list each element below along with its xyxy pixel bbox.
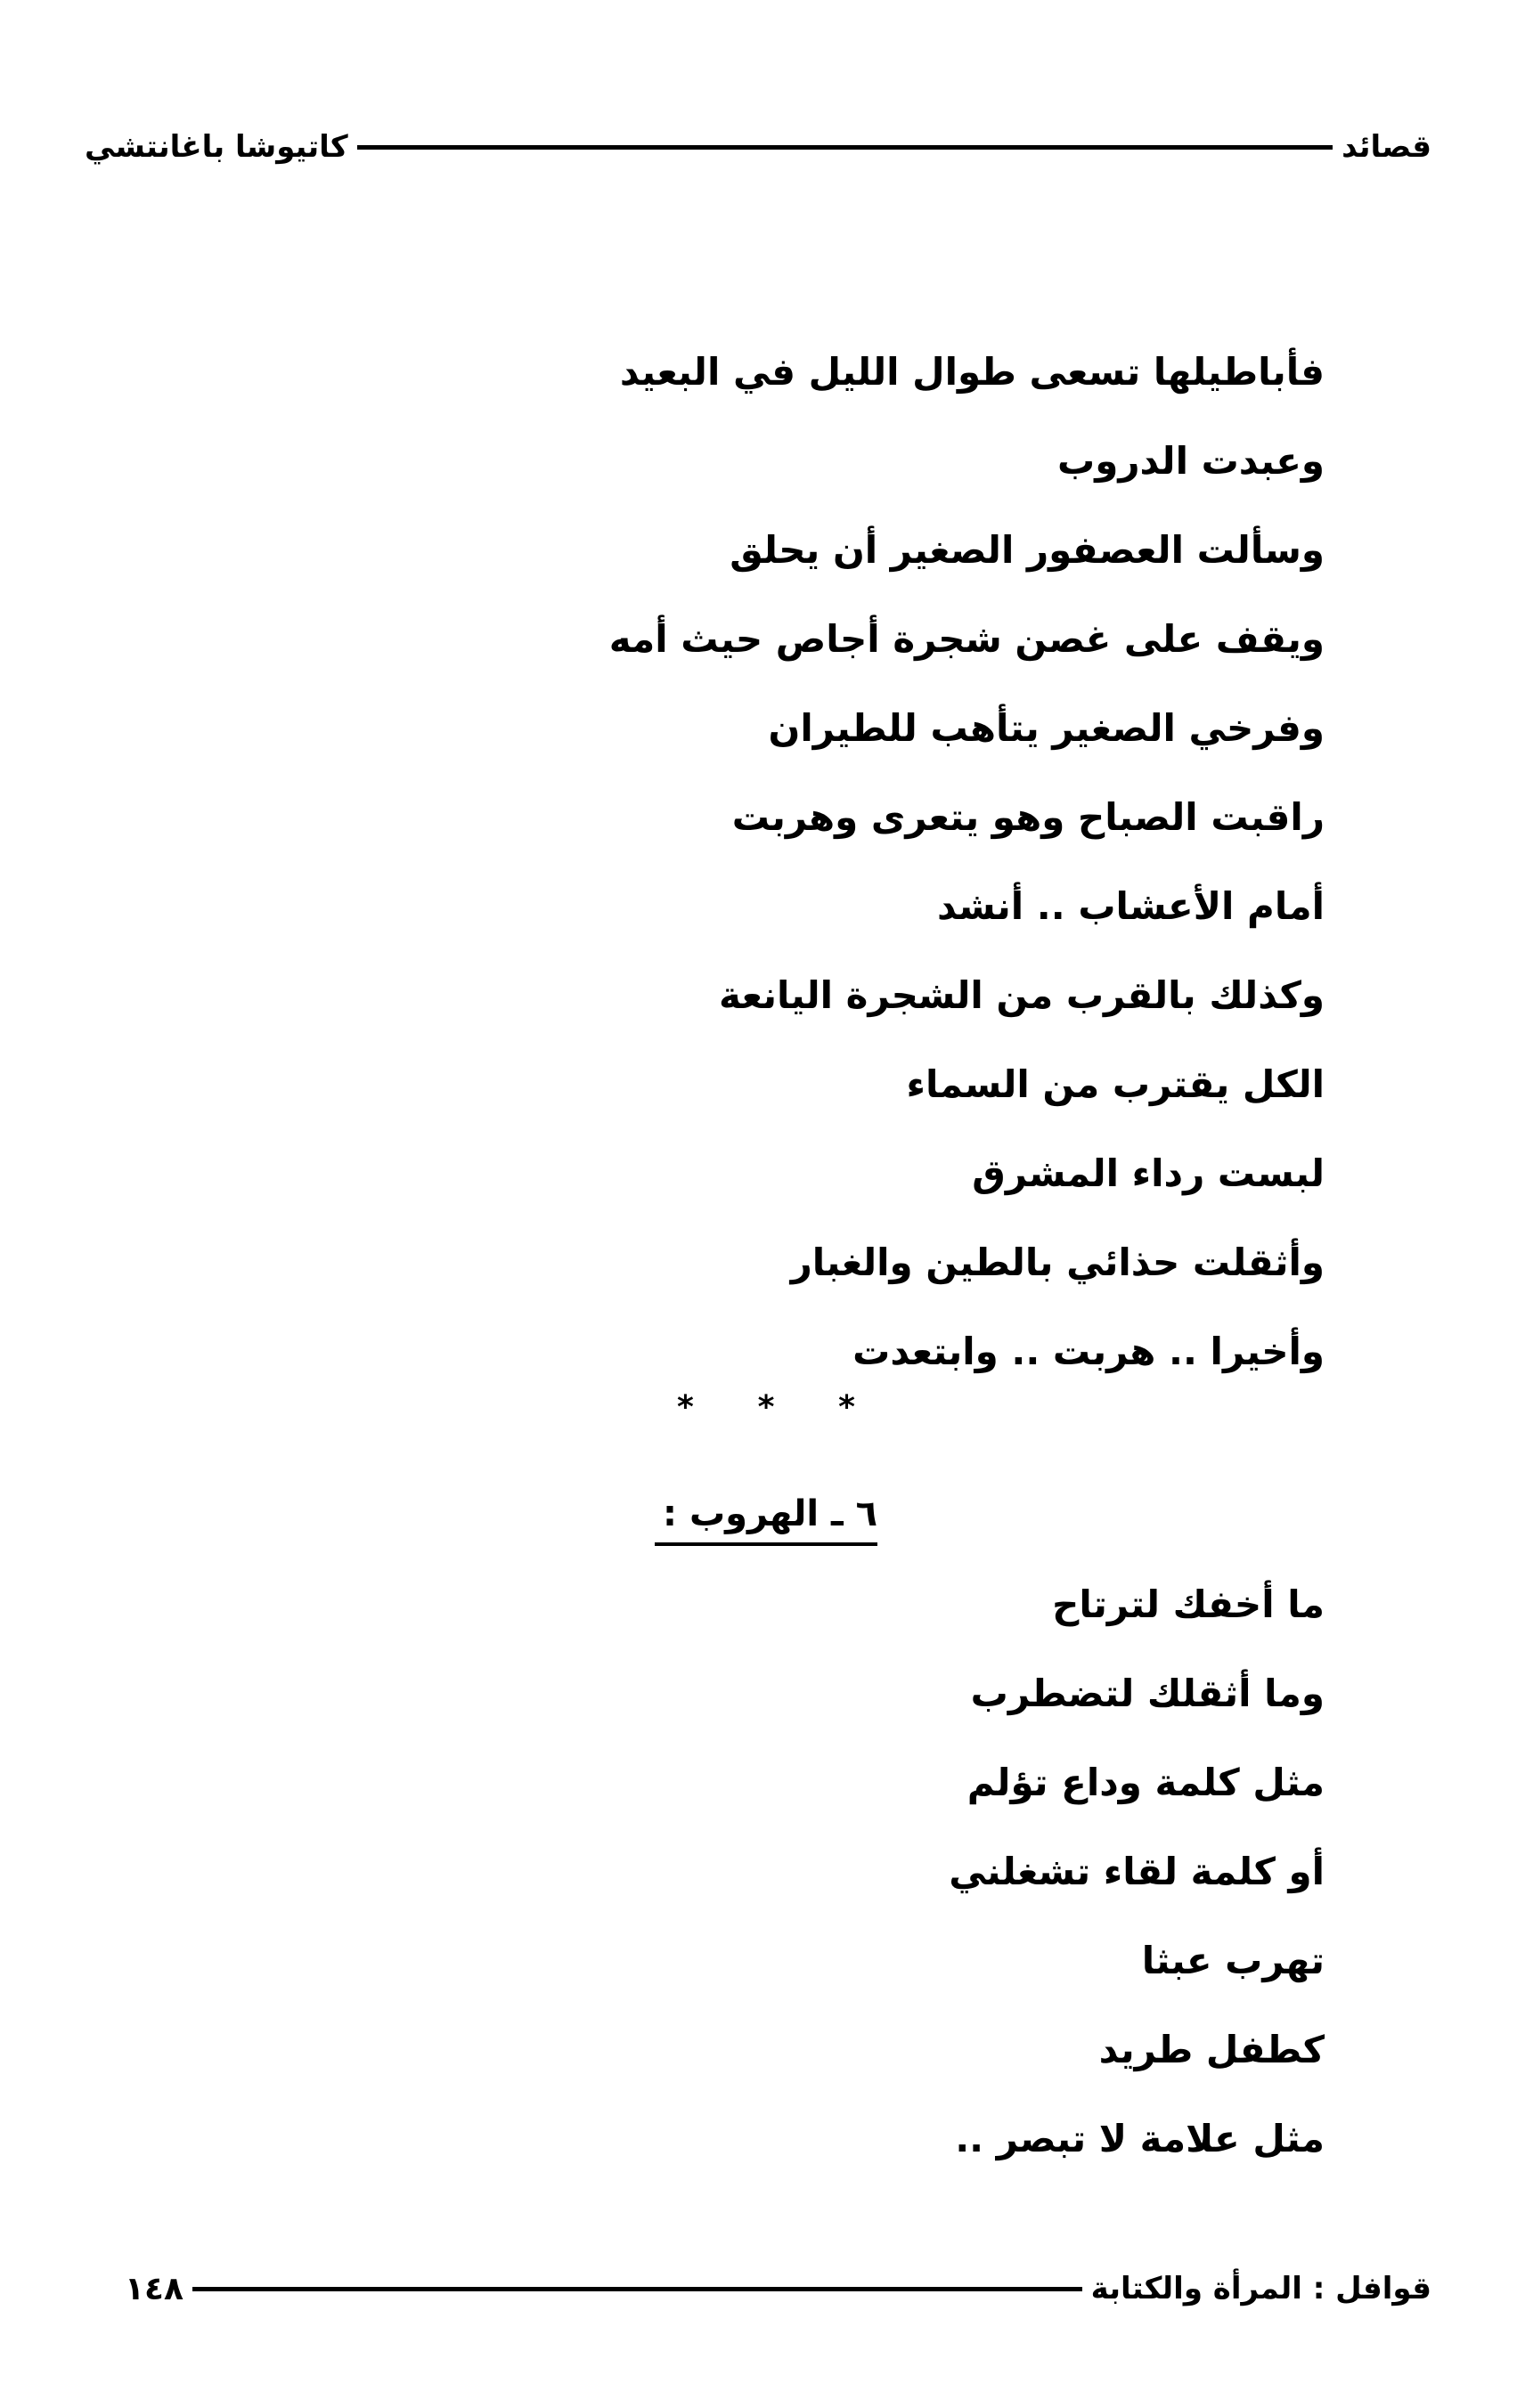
poem-line: وأخيرا .. هربت .. وابتعدت (852, 1330, 1325, 1373)
poem-line: تهرب عبثا (1141, 1939, 1325, 1982)
poem-line: مثل كلمة وداع تؤلم (966, 1761, 1325, 1804)
section-separator (677, 1389, 855, 1426)
poem-line: مثل علامة لا تبصر .. (955, 2117, 1325, 2160)
poem-stanza-2 (434, 1560, 1325, 2184)
poem-line: وسألت العصفور الصغير أن يحلق (730, 528, 1325, 572)
poem-line: وفرخي الصغير يتأهب للطيران (768, 706, 1325, 750)
running-footer (125, 2266, 1431, 2311)
poem-line: أمام الأعشاب .. أنشد (937, 884, 1325, 928)
poem-line: كطفل طريد (1098, 2028, 1325, 2071)
footer-rule (192, 2287, 1082, 2291)
poem-line: ويقف على غصن شجرة أجاص حيث أمه (608, 617, 1325, 661)
header-rule (357, 145, 1333, 150)
poem-line: أو كلمة لقاء تشغلني (949, 1850, 1325, 1893)
poem-line: وأثقلت حذائي بالطين والغبار (790, 1241, 1325, 1284)
separator-star: * (757, 1389, 775, 1426)
poem-line: فأباطيلها تسعى طوال الليل في البعيد (619, 350, 1325, 394)
poem-title: ٦ ـ الهروب : (655, 1487, 877, 1546)
poem-stanza-1 (434, 328, 1325, 1396)
separator-star: * (677, 1389, 694, 1426)
poem-line: راقبت الصباح وهو يتعرى وهربت (731, 795, 1325, 839)
poem-line: ما أخفك لترتاح (1052, 1582, 1325, 1626)
separator-star: * (838, 1389, 855, 1426)
header-author: كاتيوشا باغانتشي (85, 129, 348, 165)
page-number: ١٤٨ (125, 2270, 183, 2307)
poem-line: الكل يقترب من السماء (906, 1062, 1325, 1106)
running-header (85, 125, 1431, 169)
footer-publication: قوافل : المرأة والكتابة (1090, 2271, 1431, 2306)
poem-line: وعبدت الدروب (1057, 439, 1325, 483)
header-section-title: قصائد (1342, 129, 1431, 165)
poem-line: وكذلك بالقرب من الشجرة اليانعة (719, 973, 1325, 1017)
poem-line: لبست رداء المشرق (972, 1151, 1325, 1195)
poem-line: وما أثقلك لتضطرب (970, 1672, 1325, 1715)
